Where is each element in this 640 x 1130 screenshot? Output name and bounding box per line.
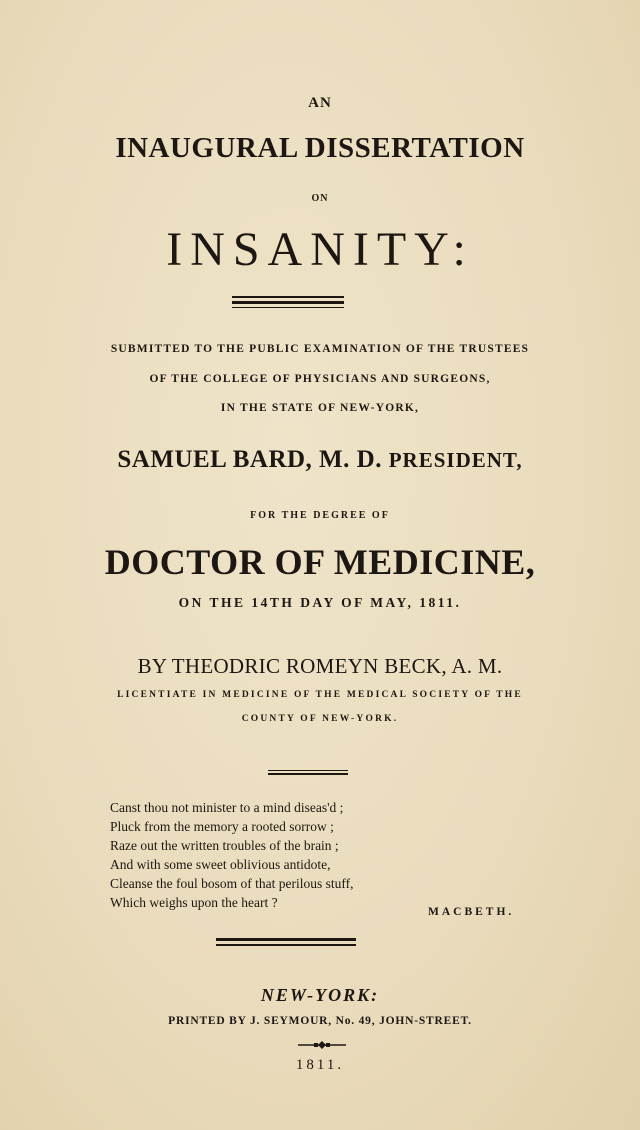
- president-name: SAMUEL BARD, M. D.: [117, 446, 382, 473]
- divider-rule-bottom: [216, 938, 356, 941]
- divider-rule-top: [232, 296, 344, 298]
- epigraph-line: Raze out the written troubles of the brain ;: [110, 838, 339, 853]
- heading-an: AN: [308, 95, 332, 111]
- imprint-year: 1811.: [295, 1057, 345, 1073]
- ornament-icon: [298, 1041, 346, 1049]
- licentiate-line-1: LICENTIATE IN MEDICINE OF THE MEDICAL SOCIETY OF THE: [117, 690, 523, 700]
- president-title: PRESIDENT,: [388, 448, 523, 472]
- president-line: [0, 446, 640, 474]
- for-degree-label: FOR THE DEGREE OF: [250, 510, 390, 521]
- degree-heading: DOCTOR OF MEDICINE,: [104, 542, 536, 582]
- epigraph-attribution: MACBETH.: [428, 906, 515, 918]
- epigraph-line: Pluck from the memory a rooted sorrow ;: [110, 819, 334, 834]
- divider-rule-mid-2: [268, 773, 348, 775]
- author-line: BY THEODRIC ROMEYN BECK, A. M.: [137, 654, 503, 678]
- epigraph-line: Canst thou not minister to a mind diseas'd ;: [110, 800, 344, 815]
- divider-rule-top-3: [232, 307, 344, 308]
- imprint-printer: PRINTED BY J. SEYMOUR, No. 49, JOHN-STREET.: [168, 1015, 472, 1027]
- licentiate-line-2: COUNTY OF NEW-YORK.: [241, 714, 399, 724]
- epigraph-line: Cleanse the foul bosom of that perilous stuff,: [110, 876, 354, 891]
- epigraph: [110, 798, 550, 912]
- heading-subject: INSANITY:: [166, 223, 474, 276]
- epigraph-line: Which weighs upon the heart ?: [110, 895, 278, 910]
- heading-inaugural-dissertation: INAUGURAL DISSERTATION: [115, 132, 525, 164]
- heading-on: ON: [311, 193, 329, 204]
- submitted-line-3: IN THE STATE OF NEW-YORK,: [220, 402, 420, 414]
- divider-rule-mid: [268, 770, 348, 771]
- submitted-line-2: OF THE COLLEGE OF PHYSICIANS AND SURGEONS,: [149, 373, 491, 385]
- submitted-line-1: SUBMITTED TO THE PUBLIC EXAMINATION OF THE TRUSTEES: [110, 343, 530, 355]
- epigraph-line: And with some sweet oblivious antidote,: [110, 857, 331, 872]
- divider-rule-bottom-2: [216, 944, 356, 946]
- date-line: ON THE 14TH DAY OF MAY, 1811.: [178, 595, 462, 610]
- divider-rule-top-2: [232, 301, 344, 304]
- imprint-city: NEW-YORK:: [260, 985, 380, 1005]
